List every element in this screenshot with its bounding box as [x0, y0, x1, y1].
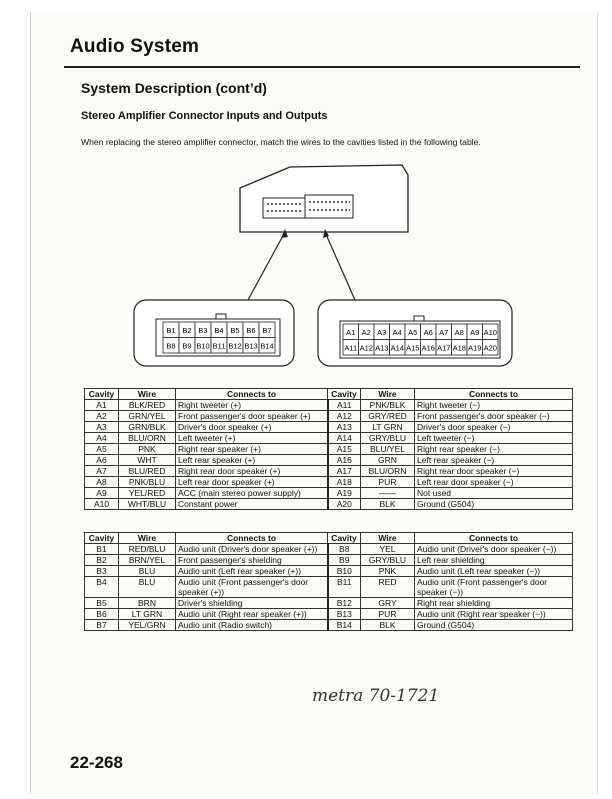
cell-wire: BRN [119, 598, 176, 609]
table-a-header [85, 389, 573, 400]
pin-label: B14 [260, 341, 274, 351]
amp-socket-a [305, 195, 353, 218]
cell-connects-to: Audio unit (Right rear speaker (−)) [415, 609, 573, 620]
pin-label: B5 [230, 325, 240, 335]
cell-connects-to: Right rear shielding [415, 598, 573, 609]
cell-connects-to: Left tweeter (+) [176, 433, 328, 444]
pin-label: A14 [390, 343, 404, 353]
table-row [85, 455, 573, 466]
table-row [85, 499, 573, 510]
table-row [85, 566, 573, 577]
connector-diagram [130, 160, 520, 382]
table-row [85, 400, 573, 411]
title-rule [64, 66, 580, 68]
pin-label: A1 [346, 327, 356, 337]
cell-wire: YEL/RED [119, 488, 176, 499]
cell-wire: GRY/BLU [361, 433, 415, 444]
pin-label: A9 [470, 327, 480, 337]
cell-connects-to: Ground (G504) [415, 620, 573, 631]
table-row [85, 422, 573, 433]
cell-wire: GRN/YEL [119, 411, 176, 422]
handwritten-note: metra 70-1721 [312, 686, 440, 706]
cell-wire: GRY/RED [361, 411, 415, 422]
cell-wire: BLU/RED [119, 466, 176, 477]
cell-connects-to: Driver's door speaker (−) [415, 422, 573, 433]
col-connects-to: Connects to [176, 389, 328, 400]
cell-connects-to: Driver's shielding [176, 598, 328, 609]
cell-wire: BLU [119, 577, 176, 598]
col-cavity: Cavity [328, 389, 361, 400]
cell-connects-to: Left tweeter (−) [415, 433, 573, 444]
pin-label: A13 [375, 343, 389, 353]
table-row [85, 620, 573, 631]
cell-cavity: A14 [328, 433, 361, 444]
cell-cavity: B13 [328, 609, 361, 620]
cell-cavity: A5 [85, 444, 119, 455]
cell-wire: YEL [361, 544, 415, 555]
pin-label: A8 [454, 327, 464, 337]
col-cavity: Cavity [85, 533, 119, 544]
pin-label: B7 [262, 325, 272, 335]
cell-cavity: A11 [328, 400, 361, 411]
cell-wire: BRN/YEL [119, 555, 176, 566]
table-row [85, 433, 573, 444]
pin-label: B3 [198, 325, 208, 335]
pin-label: A10 [483, 327, 497, 337]
connector-a-latch [414, 316, 424, 321]
cell-wire: GRN [361, 455, 415, 466]
col-cavity: Cavity [85, 389, 119, 400]
cell-wire: RED [361, 577, 415, 598]
cell-cavity: A3 [85, 422, 119, 433]
cell-cavity: A9 [85, 488, 119, 499]
cell-cavity: B3 [85, 566, 119, 577]
pin-label: A18 [452, 343, 466, 353]
cell-connects-to: Left rear door speaker (+) [176, 477, 328, 488]
cell-wire: BLU [119, 566, 176, 577]
pin-label: A17 [437, 343, 451, 353]
cell-cavity: B10 [328, 566, 361, 577]
cell-wire: PNK/BLU [119, 477, 176, 488]
cell-cavity: B7 [85, 620, 119, 631]
cell-wire: PUR [361, 609, 415, 620]
cell-cavity: A19 [328, 488, 361, 499]
cell-connects-to: Audio unit (Driver's door speaker (−)) [415, 544, 573, 555]
page-number: 22-268 [70, 753, 123, 772]
section-title: System Description (cont’d) [81, 80, 267, 96]
cell-wire: RED/BLU [119, 544, 176, 555]
page-title: Audio System [70, 36, 200, 57]
cell-connects-to: Left rear shielding [415, 555, 573, 566]
cell-cavity: B9 [328, 555, 361, 566]
col-wire: Wire [361, 389, 415, 400]
cell-cavity: A2 [85, 411, 119, 422]
cell-wire: LT GRN [119, 609, 176, 620]
subsection-title: Stereo Amplifier Connector Inputs and Outputs [81, 110, 328, 122]
table-row [85, 609, 573, 620]
cell-connects-to: Driver's door speaker (+) [176, 422, 328, 433]
cell-cavity: A16 [328, 455, 361, 466]
cell-cavity: A13 [328, 422, 361, 433]
pin-label: A3 [377, 327, 387, 337]
cell-wire: GRY [361, 598, 415, 609]
cell-connects-to: Audio unit (Driver's door speaker (+)) [176, 544, 328, 555]
pin-label: B10 [196, 341, 210, 351]
amp-socket-b [263, 198, 305, 218]
cell-connects-to: Right tweeter (−) [415, 400, 573, 411]
cell-cavity: A15 [328, 444, 361, 455]
cell-connects-to: Front passenger's door speaker (+) [176, 411, 328, 422]
cell-cavity: B2 [85, 555, 119, 566]
cell-cavity: A20 [328, 499, 361, 510]
cell-cavity: B11 [328, 577, 361, 598]
pin-label: B6 [246, 325, 256, 335]
cell-wire: PUR [361, 477, 415, 488]
cell-cavity: A8 [85, 477, 119, 488]
cell-connects-to: Left rear door speaker (−) [415, 477, 573, 488]
cell-connects-to: Right rear door speaker (+) [176, 466, 328, 477]
cell-wire: WHT/BLU [119, 499, 176, 510]
col-wire: Wire [119, 389, 176, 400]
cell-wire: PNK [361, 566, 415, 577]
cell-cavity: B4 [85, 577, 119, 598]
table-row [85, 598, 573, 609]
pin-label: B11 [212, 341, 226, 351]
cell-wire: WHT [119, 455, 176, 466]
cell-wire: BLK [361, 620, 415, 631]
cell-connects-to: Right tweeter (+) [176, 400, 328, 411]
cell-cavity: A17 [328, 466, 361, 477]
table-row [85, 477, 573, 488]
pin-label: A6 [423, 327, 433, 337]
connector-a-pins [343, 324, 498, 355]
cell-cavity: A7 [85, 466, 119, 477]
cell-connects-to: Right rear speaker (+) [176, 444, 328, 455]
table-b-header [85, 533, 573, 544]
cell-cavity: B8 [328, 544, 361, 555]
connector-b-pins [163, 322, 275, 353]
table-row [85, 466, 573, 477]
cell-connects-to: Audio unit (Radio switch) [176, 620, 328, 631]
cell-connects-to: Audio unit (Right rear speaker (+)) [176, 609, 328, 620]
cell-wire: GRN/BLK [119, 422, 176, 433]
pin-label: B1 [166, 325, 176, 335]
cell-cavity: B1 [85, 544, 119, 555]
pin-label: B2 [182, 325, 192, 335]
cell-cavity: A10 [85, 499, 119, 510]
cell-cavity: A12 [328, 411, 361, 422]
intro-text: When replacing the stereo amplifier connector, match the wires to the cavities listed in the following table. [81, 137, 481, 147]
cell-wire: BLU/ORN [119, 433, 176, 444]
col-cavity: Cavity [328, 533, 361, 544]
cell-connects-to: Left rear speaker (+) [176, 455, 328, 466]
cell-cavity: A18 [328, 477, 361, 488]
cell-connects-to: Audio unit (Left rear speaker (−)) [415, 566, 573, 577]
cell-wire: YEL/GRN [119, 620, 176, 631]
cell-wire: BLK [361, 499, 415, 510]
pin-label: A7 [439, 327, 449, 337]
cell-cavity: A1 [85, 400, 119, 411]
cell-cavity: B5 [85, 598, 119, 609]
cell-connects-to: Audio unit (Front passenger's door speaker (+)) [176, 577, 328, 598]
table-row [85, 544, 573, 555]
cell-cavity: A6 [85, 455, 119, 466]
table-row [85, 488, 573, 499]
cell-connects-to: Right rear door speaker (−) [415, 466, 573, 477]
cell-connects-to: Ground (G504) [415, 499, 573, 510]
cell-cavity: A4 [85, 433, 119, 444]
col-wire: Wire [119, 533, 176, 544]
cell-wire: PNK/BLK [361, 400, 415, 411]
table-a-cavities [84, 388, 573, 510]
cell-connects-to: Right rear speaker (−) [415, 444, 573, 455]
pin-label: A16 [421, 343, 435, 353]
pin-label: A4 [392, 327, 402, 337]
cell-connects-to: Not used [415, 488, 573, 499]
pin-label: A15 [406, 343, 420, 353]
col-connects-to: Connects to [415, 389, 573, 400]
col-connects-to: Connects to [176, 533, 328, 544]
col-connects-to: Connects to [415, 533, 573, 544]
pin-label: A5 [408, 327, 418, 337]
table-row [85, 577, 573, 598]
cell-cavity: B12 [328, 598, 361, 609]
cell-wire: LT GRN [361, 422, 415, 433]
cell-wire: BLU/ORN [361, 466, 415, 477]
cell-wire: GRY/BLU [361, 555, 415, 566]
cell-wire: —— [361, 488, 415, 499]
table-row [85, 555, 573, 566]
cell-cavity: B6 [85, 609, 119, 620]
connector-b-latch [216, 314, 226, 319]
cell-connects-to: Front passenger's shielding [176, 555, 328, 566]
pin-label: A12 [359, 343, 373, 353]
cell-wire: BLK/RED [119, 400, 176, 411]
pin-label: B13 [244, 341, 258, 351]
table-b-cavities [84, 532, 573, 631]
cell-connects-to: Front passenger's door speaker (−) [415, 411, 573, 422]
cell-connects-to: Left rear speaker (−) [415, 455, 573, 466]
cell-connects-to: Constant power [176, 499, 328, 510]
cell-wire: BLU/YEL [361, 444, 415, 455]
pin-label: B9 [182, 341, 192, 351]
cell-wire: PNK [119, 444, 176, 455]
pin-label: B4 [214, 325, 224, 335]
pin-label: A19 [468, 343, 482, 353]
pin-label: A2 [361, 327, 371, 337]
col-wire: Wire [361, 533, 415, 544]
cell-cavity: B14 [328, 620, 361, 631]
cell-connects-to: Audio unit (Front passenger's door speaker (−)) [415, 577, 573, 598]
pin-label: B8 [166, 341, 176, 351]
cell-connects-to: ACC (main stereo power supply) [176, 488, 328, 499]
cell-connects-to: Audio unit (Left rear speaker (+)) [176, 566, 328, 577]
pin-label: A11 [344, 343, 358, 353]
pin-label: B12 [228, 341, 242, 351]
table-row [85, 444, 573, 455]
table-row [85, 411, 573, 422]
pin-label: A20 [483, 343, 497, 353]
